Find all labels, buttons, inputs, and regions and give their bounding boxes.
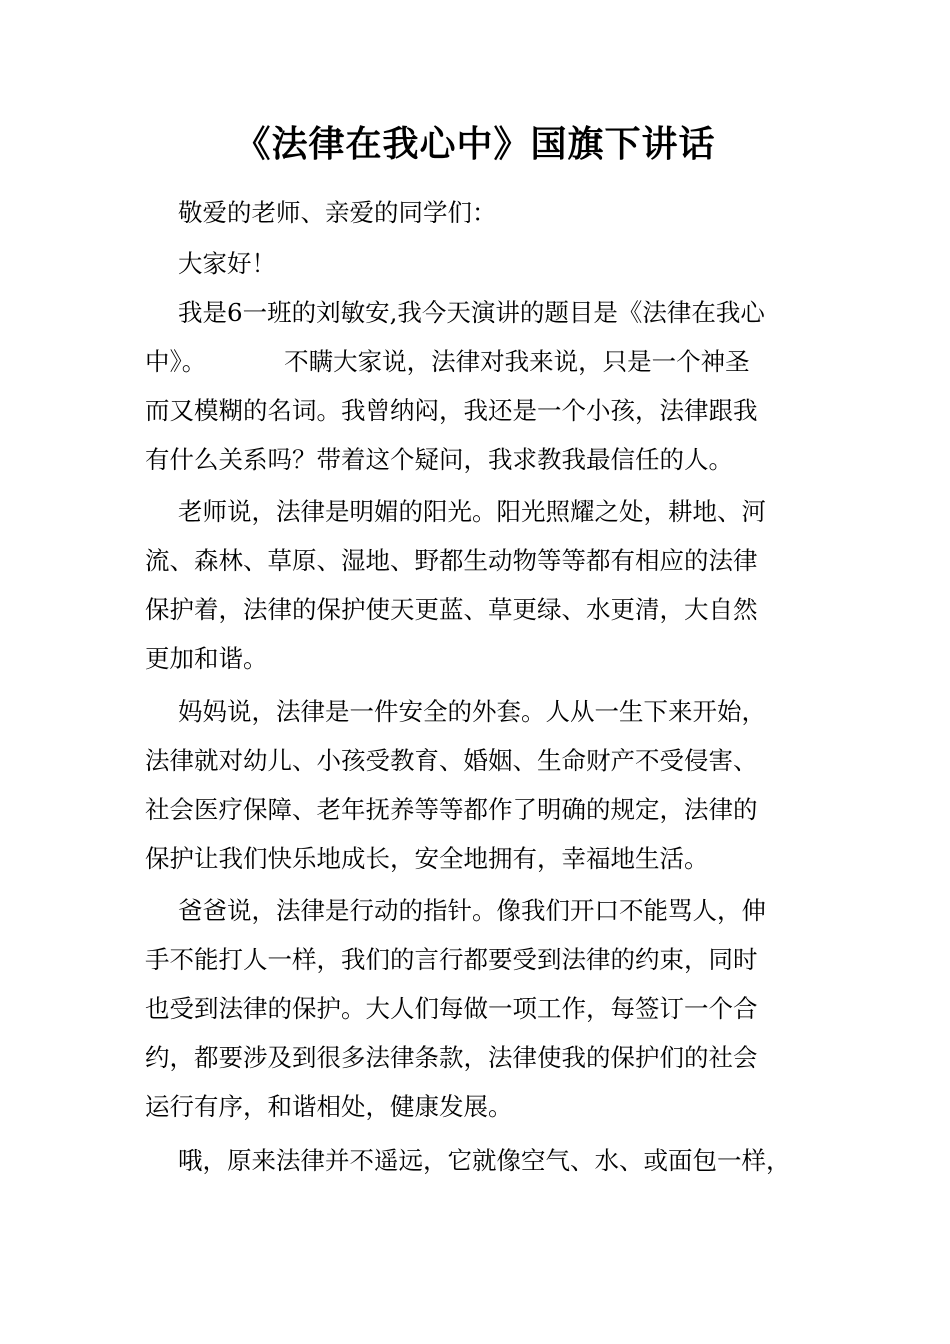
paragraph-line: 保护着，法律的保护使天更蓝、草更绿、水更清，大自然 [145,595,758,624]
paragraph-line: 保护让我们快乐地成长，安全地拥有，幸福地生活。 [145,844,709,873]
paragraph-line: 约，都要涉及到很多法律条款，法律使我的保护们的社会 [145,1043,758,1072]
paragraph-line: 有什么关系吗？带着这个疑问，我求教我最信任的人。 [145,445,733,474]
paragraph-line: 爸爸说，法律是行动的指针。像我们开口不能骂人，伸 [178,896,766,925]
paragraph-line: 而又模糊的名词。我曾纳闷，我还是一个小孩，法律跟我 [145,396,758,425]
paragraph-line: 流、森林、草原、湿地、野都生动物等等都有相应的法律 [145,546,758,575]
salutation-line: 大家好！ [178,249,276,278]
paragraph-line: 中》。 不瞒大家说，法律对我来说，只是一个神圣 [145,347,750,376]
paragraph-line: 我是6一班的刘敏安,我今天演讲的题目是《法律在我心 [178,298,765,327]
paragraph-line: 法律就对幼儿、小孩受教育、婚姻、生命财产不受侵害、 [145,746,758,775]
paragraph-line: 妈妈说，法律是一件安全的外套。人从一生下来开始， [178,697,766,726]
paragraph-line: 手不能打人一样，我们的言行都要受到法律的约束，同时 [145,945,758,974]
document-title: 《法律在我心中》国旗下讲话 [234,123,716,165]
paragraph-line: 更加和谐。 [145,644,268,673]
paragraph-line: 哦，原来法律并不遥远，它就像空气、水、或面包一样， [178,1146,791,1175]
paragraph-line: 运行有序，和谐相处，健康发展。 [145,1092,513,1121]
paragraph-line: 老师说，法律是明媚的阳光。阳光照耀之处，耕地、河 [178,497,766,526]
paragraph-line: 社会医疗保障、老年抚养等等都作了明确的规定，法律的 [145,795,758,824]
paragraph-line: 也受到法律的保护。大人们每做一项工作，每签订一个合 [145,994,758,1023]
greeting-line: 敬爱的老师、亲爱的同学们： [178,198,497,227]
